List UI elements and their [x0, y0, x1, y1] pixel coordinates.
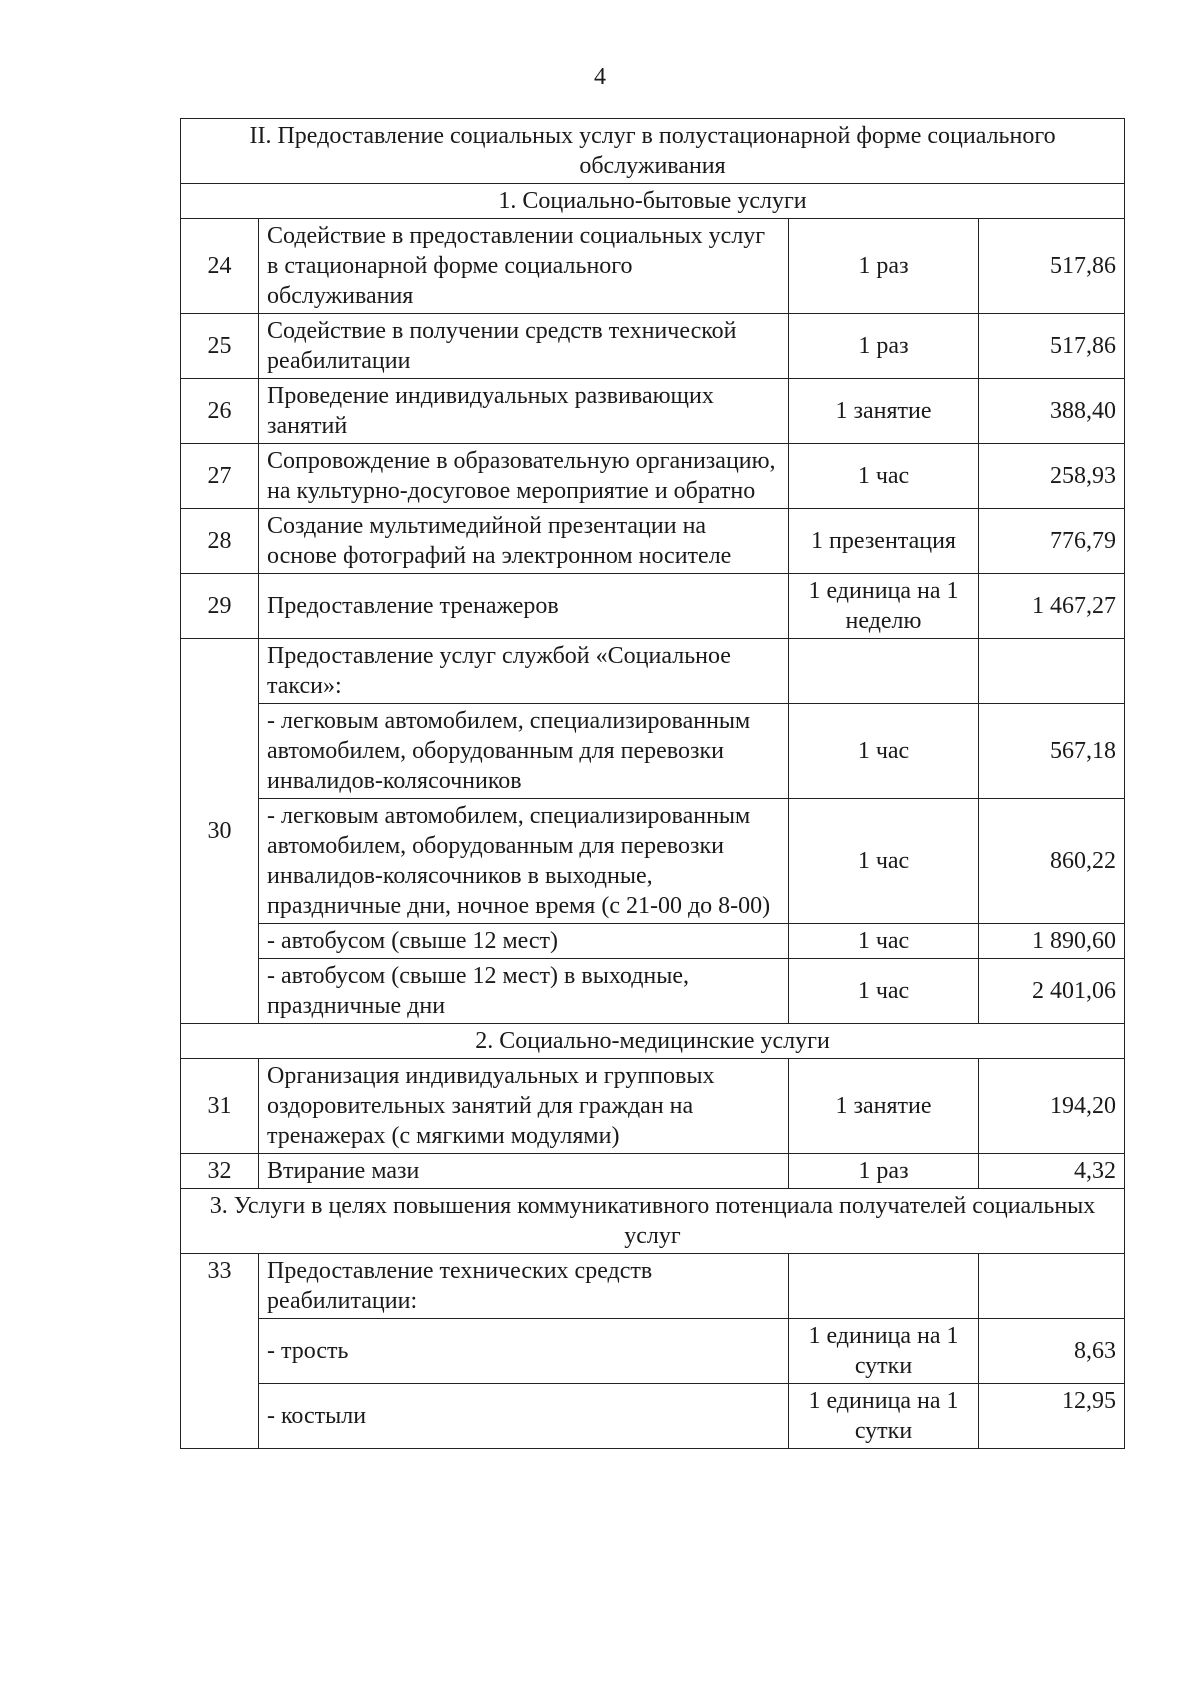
tariff-price: 194,20 [979, 1059, 1125, 1154]
service-name: - автобусом (свыше 12 мест) [259, 924, 789, 959]
row-number: 32 [181, 1154, 259, 1189]
page-number: 4 [594, 64, 606, 90]
row-number: 29 [181, 574, 259, 639]
tariff-price: 517,86 [979, 314, 1125, 379]
table-subrow [181, 704, 1125, 799]
service-name: Предоставление услуг службой «Социальное такси»: [259, 639, 789, 704]
tariff-price: 8,63 [979, 1319, 1125, 1384]
unit-of-measure: 1 презентация [789, 509, 979, 574]
table-subrow [181, 924, 1125, 959]
unit-of-measure: 1 раз [789, 1154, 979, 1189]
service-name: Организация индивидуальных и групповых оздоровительных занятий для граждан на тренажерах (с мягкими модулями) [259, 1059, 789, 1154]
unit-of-measure: 1 час [789, 799, 979, 924]
row-number: 27 [181, 444, 259, 509]
row-number: 33 [181, 1254, 259, 1449]
subsection-title: 2. Социально-медицинские услуги [181, 1024, 1125, 1059]
service-name: - трость [259, 1319, 789, 1384]
tariff-price: 567,18 [979, 704, 1125, 799]
table-row [181, 1154, 1125, 1189]
row-number: 28 [181, 509, 259, 574]
service-name: - легковым автомобилем, специализированным автомобилем, оборудованным для перевозки инвалидов-колясочников [259, 704, 789, 799]
tariff-price: 517,86 [979, 219, 1125, 314]
tariff-price: 2 401,06 [979, 959, 1125, 1024]
service-name: Содействие в получении средств технической реабилитации [259, 314, 789, 379]
subsection-title: 1. Социально-бытовые услуги [181, 184, 1125, 219]
unit-of-measure: 1 единица на 1 сутки [789, 1319, 979, 1384]
service-name: - автобусом (свыше 12 мест) в выходные, праздничные дни [259, 959, 789, 1024]
tariff-price: 388,40 [979, 379, 1125, 444]
subsection-title: 3. Услуги в целях повышения коммуникативного потенциала получателей социальных услуг [181, 1189, 1125, 1254]
service-name: Проведение индивидуальных развивающих занятий [259, 379, 789, 444]
unit-of-measure: 1 единица на 1 неделю [789, 574, 979, 639]
unit-of-measure: 1 занятие [789, 379, 979, 444]
tariff-price [979, 639, 1125, 704]
unit-of-measure: 1 занятие [789, 1059, 979, 1154]
service-name: - легковым автомобилем, специализированным автомобилем, оборудованным для перевозки инвалидов-колясочников в выходные, праздничные дни, ночное время (с 21-00 до 8-00) [259, 799, 789, 924]
tariff-price: 12,95 [979, 1384, 1125, 1449]
tariff-price [979, 1254, 1125, 1319]
section-header-row [181, 119, 1125, 184]
unit-of-measure: 1 раз [789, 314, 979, 379]
table-row [181, 219, 1125, 314]
tariff-price: 1 890,60 [979, 924, 1125, 959]
table-subrow [181, 799, 1125, 924]
subsection-row [181, 1024, 1125, 1059]
tariff-price: 860,22 [979, 799, 1125, 924]
service-name: Предоставление тренажеров [259, 574, 789, 639]
table-row [181, 509, 1125, 574]
row-number: 26 [181, 379, 259, 444]
row-number: 25 [181, 314, 259, 379]
service-name: Создание мультимедийной презентации на основе фотографий на электронном носителе [259, 509, 789, 574]
table-subrow [181, 1319, 1125, 1384]
unit-of-measure: 1 час [789, 959, 979, 1024]
service-name: - костыли [259, 1384, 789, 1449]
tariff-price: 4,32 [979, 1154, 1125, 1189]
subsection-row [181, 1189, 1125, 1254]
unit-of-measure: 1 раз [789, 219, 979, 314]
table-row [181, 1254, 1125, 1319]
service-name: Содействие в предоставлении социальных услуг в стационарной форме социального обслуживания [259, 219, 789, 314]
table-row [181, 1059, 1125, 1154]
subsection-row [181, 184, 1125, 219]
tariff-price: 1 467,27 [979, 574, 1125, 639]
unit-of-measure [789, 639, 979, 704]
service-name: Втирание мази [259, 1154, 789, 1189]
unit-of-measure [789, 1254, 979, 1319]
unit-of-measure: 1 час [789, 704, 979, 799]
service-name: Предоставление технических средств реабилитации: [259, 1254, 789, 1319]
row-number: 30 [181, 639, 259, 1024]
tariff-price: 258,93 [979, 444, 1125, 509]
table-row [181, 444, 1125, 509]
unit-of-measure: 1 единица на 1 сутки [789, 1384, 979, 1449]
table-row [181, 574, 1125, 639]
service-name: Сопровождение в образовательную организацию, на культурно-досуговое мероприятие и обратно [259, 444, 789, 509]
unit-of-measure: 1 час [789, 924, 979, 959]
section-title: II. Предоставление социальных услуг в полустационарной форме социального обслуживания [181, 119, 1125, 184]
tariff-table [180, 118, 1125, 1449]
table-row [181, 314, 1125, 379]
table-row [181, 379, 1125, 444]
unit-of-measure: 1 час [789, 444, 979, 509]
tariff-price: 776,79 [979, 509, 1125, 574]
table-row [181, 639, 1125, 704]
table-subrow [181, 1384, 1125, 1449]
row-number: 31 [181, 1059, 259, 1154]
row-number: 24 [181, 219, 259, 314]
table-subrow [181, 959, 1125, 1024]
